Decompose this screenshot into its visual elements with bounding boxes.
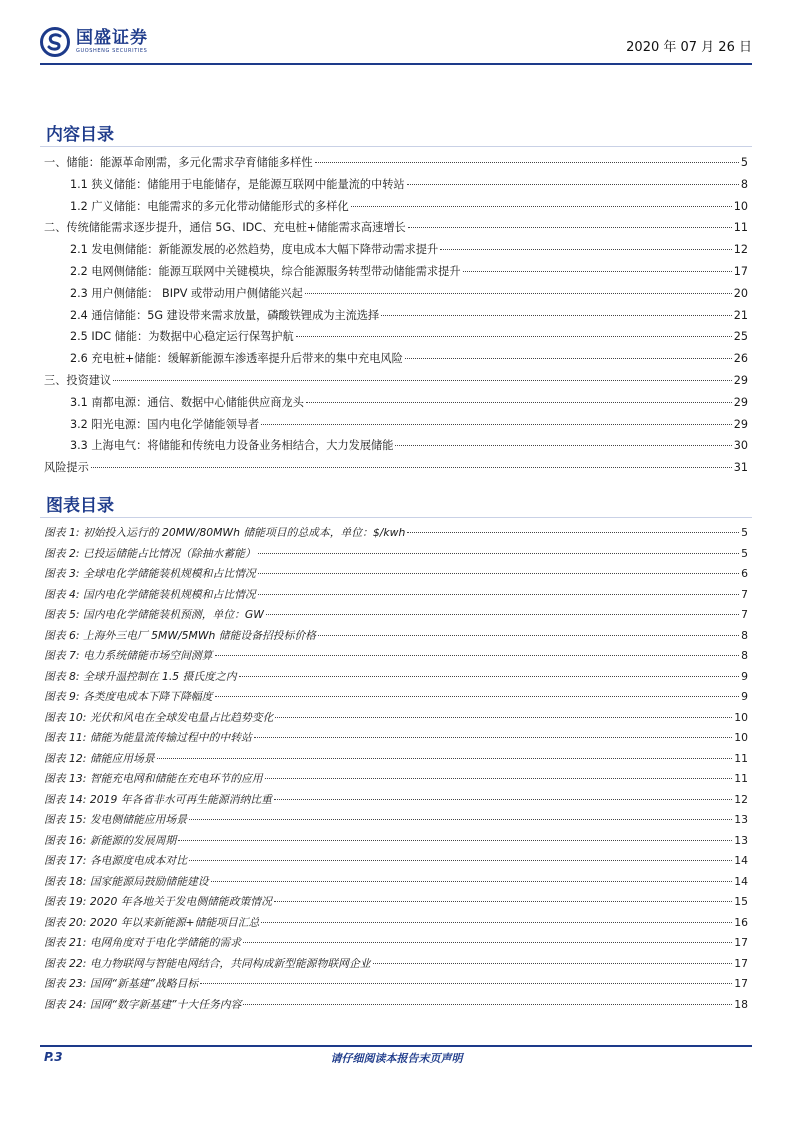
toc-entry[interactable] xyxy=(44,372,748,394)
leader-dots xyxy=(405,358,732,359)
toc-entry[interactable] xyxy=(44,263,748,285)
report-date: 2020 年 07 月 26 日 xyxy=(626,40,752,55)
figures-title-divider xyxy=(40,517,752,518)
entry-title: 一、储能：能源革命刚需，多元化需求孕育储能多样性 xyxy=(44,156,313,169)
entry-page-number: 17 xyxy=(733,264,748,278)
entry-title: 2.6 充电桩+储能：缓解新能源车渗透率提升后带来的集中充电风险 xyxy=(70,352,403,366)
leader-dots xyxy=(254,737,732,738)
figure-entry[interactable] xyxy=(44,874,748,895)
entry-title: 图表 14: 2019 年各省非水可再生能源消纳比重 xyxy=(44,792,272,806)
leader-dots xyxy=(215,655,740,656)
entry-title: 图表 10: 光伏和风电在全球发电量占比趋势变化 xyxy=(44,710,274,724)
figure-entry[interactable] xyxy=(44,894,748,915)
leader-dots xyxy=(265,778,733,779)
entry-page-number: 8 xyxy=(740,177,748,191)
figure-entry[interactable] xyxy=(44,956,748,977)
entry-title: 二、传统储能需求逐步提升，通信 5G、IDC、充电桩+储能需求高速增长 xyxy=(44,221,406,235)
figure-entry[interactable] xyxy=(44,833,748,854)
entry-page-number: 16 xyxy=(734,915,748,929)
figure-entry[interactable] xyxy=(44,648,748,669)
leader-dots xyxy=(274,901,732,902)
leader-dots xyxy=(305,293,732,294)
entry-title: 2.3 用户侧储能： BIPV 或带动用户侧储能兴起 xyxy=(70,286,303,300)
entry-title: 2.1 发电侧储能：新能源发展的必然趋势，度电成本大幅下降带动需求提升 xyxy=(70,243,439,257)
entry-title: 图表 8: 全球升温控制在 1.5 摄氏度之内 xyxy=(44,669,237,683)
leader-dots xyxy=(200,983,732,984)
entry-page-number: 9 xyxy=(741,669,748,683)
toc-entry[interactable] xyxy=(44,328,748,350)
entry-page-number: 13 xyxy=(734,833,748,847)
entry-page-number: 15 xyxy=(734,895,748,908)
entry-page-number: 6 xyxy=(741,567,748,580)
entry-title: 1.1 狭义储能：储能用于电能储存，是能源互联网中能量流的中转站 xyxy=(70,177,405,191)
leader-dots xyxy=(440,249,732,250)
entry-title: 图表 21: 电网角度对于电化学储能的需求 xyxy=(44,936,241,949)
entry-title: 图表 12: 储能应用场景 xyxy=(44,751,155,765)
entry-title: 图表 1: 初始投入运行的 20MW/80MWh 储能项目的总成本，单位：$/kwh xyxy=(44,526,406,539)
leader-dots xyxy=(315,162,739,163)
leader-dots xyxy=(258,553,739,554)
leader-dots xyxy=(215,696,740,697)
entry-page-number: 7 xyxy=(741,608,748,621)
entry-title: 图表 22: 电力物联网与智能电网结合，共同构成新型能源物联网企业 xyxy=(44,956,371,970)
leader-dots xyxy=(296,336,732,337)
entry-page-number: 10 xyxy=(733,199,748,213)
entry-page-number: 14 xyxy=(734,854,748,867)
leader-dots xyxy=(395,445,731,446)
toc-entry[interactable] xyxy=(44,176,748,198)
leader-dots xyxy=(258,594,739,595)
entry-page-number: 13 xyxy=(734,813,748,826)
entry-title: 2.2 电网侧储能：能源互联网中关键模块，综合能源服务转型带动储能需求提升 xyxy=(70,264,461,278)
disclaimer-note: 请仔细阅读本报告末页声明 xyxy=(330,1052,463,1065)
figures-list xyxy=(44,525,748,1017)
figure-entry[interactable] xyxy=(44,689,748,710)
entry-page-number: 11 xyxy=(734,751,748,765)
entry-page-number: 7 xyxy=(741,587,748,601)
entry-page-number: 29 xyxy=(733,395,748,409)
toc-entry[interactable] xyxy=(44,459,748,481)
company-logo xyxy=(40,22,148,62)
contents-title-divider xyxy=(40,146,752,147)
entry-title: 3.2 阳光电源：国内电化学储能领导者 xyxy=(70,417,260,431)
leader-dots xyxy=(274,799,732,800)
entry-title: 图表 13: 智能充电网和储能在充电环节的应用 xyxy=(44,772,263,785)
leader-dots xyxy=(407,184,739,185)
entry-page-number: 18 xyxy=(734,997,748,1011)
leader-dots xyxy=(189,819,732,820)
page-header xyxy=(40,22,752,62)
leader-dots xyxy=(408,227,732,228)
toc-entry[interactable] xyxy=(44,394,748,416)
entry-title: 图表 2: 已投运储能占比情况（除抽水蓄能） xyxy=(44,546,256,560)
leader-dots xyxy=(407,532,739,533)
entry-page-number: 21 xyxy=(733,308,748,322)
leader-dots xyxy=(381,315,732,316)
figure-entry[interactable] xyxy=(44,915,748,936)
entry-page-number: 10 xyxy=(734,731,748,744)
figure-entry[interactable] xyxy=(44,751,748,772)
toc-entry[interactable] xyxy=(44,416,748,438)
entry-page-number: 25 xyxy=(733,330,748,344)
entry-title: 图表 24: 国网“数字新基建”十大任务内容 xyxy=(44,997,242,1011)
page-number: P.3 xyxy=(44,1050,63,1064)
entry-title: 图表 23: 国网“新基建”战略目标 xyxy=(44,977,199,990)
entry-title: 图表 5: 国内电化学储能装机预测，单位：GW xyxy=(44,608,264,621)
entry-page-number: 8 xyxy=(741,628,748,642)
entry-title: 3.1 南都电源：通信、数据中心储能供应商龙头 xyxy=(70,395,304,409)
company-name-cn: 国盛证券 xyxy=(76,28,148,48)
entry-title: 三、投资建议 xyxy=(44,373,112,387)
guosheng-logo-icon xyxy=(40,27,70,57)
toc-entry[interactable] xyxy=(44,154,748,176)
entry-page-number: 17 xyxy=(734,977,748,990)
leader-dots xyxy=(189,860,732,861)
entry-title: 图表 15: 发电侧储能应用场景 xyxy=(44,813,188,826)
header-divider xyxy=(40,63,752,65)
entry-title: 1.2 广义储能：电能需求的多元化带动储能形式的多样化 xyxy=(70,199,349,213)
leader-dots xyxy=(113,380,732,381)
figure-entry[interactable] xyxy=(44,853,748,874)
leader-dots xyxy=(243,1004,732,1005)
figure-entry[interactable] xyxy=(44,710,748,731)
leader-dots xyxy=(91,467,732,468)
entry-page-number: 17 xyxy=(734,956,748,970)
entry-page-number: 8 xyxy=(741,649,748,662)
entry-title: 图表 3: 全球电化学储能装机规模和占比情况 xyxy=(44,567,256,580)
figure-entry[interactable] xyxy=(44,566,748,587)
entry-title: 图表 17: 各电源度电成本对比 xyxy=(44,854,188,867)
entry-title: 图表 20: 2020 年以来新能源+储能项目汇总 xyxy=(44,915,260,929)
toc-entry[interactable] xyxy=(44,285,748,307)
entry-page-number: 20 xyxy=(733,286,748,300)
entry-page-number: 26 xyxy=(733,352,748,366)
entry-page-number: 17 xyxy=(734,936,748,949)
entry-page-number: 12 xyxy=(733,243,748,257)
figures-title: 图表目录 xyxy=(46,496,114,516)
figure-entry[interactable] xyxy=(44,607,748,628)
leader-dots xyxy=(351,206,732,207)
contents-list xyxy=(44,154,748,481)
figure-entry[interactable] xyxy=(44,730,748,751)
toc-entry[interactable] xyxy=(44,350,748,372)
entry-page-number: 12 xyxy=(734,792,748,806)
figure-entry[interactable] xyxy=(44,976,748,997)
entry-title: 图表 9: 各类度电成本下降下降幅度 xyxy=(44,690,213,703)
toc-entry[interactable] xyxy=(44,198,748,220)
figure-entry[interactable] xyxy=(44,546,748,567)
contents-title: 内容目录 xyxy=(46,125,114,145)
entry-page-number: 5 xyxy=(740,156,748,169)
entry-title: 图表 7: 电力系统储能市场空间测算 xyxy=(44,649,213,662)
figure-entry[interactable] xyxy=(44,587,748,608)
figure-entry[interactable] xyxy=(44,935,748,956)
company-name-en: GUOSHENG SECURITIES xyxy=(76,48,148,54)
figure-entry[interactable] xyxy=(44,771,748,792)
entry-page-number: 29 xyxy=(733,373,748,387)
entry-title: 2.4 通信储能：5G 建设带来需求放量，磷酸铁锂成为主流选择 xyxy=(70,308,380,322)
figure-entry[interactable] xyxy=(44,997,748,1018)
entry-title: 图表 18: 国家能源局鼓励储能建设 xyxy=(44,874,209,888)
footer-divider xyxy=(40,1045,752,1047)
leader-dots xyxy=(373,963,733,964)
leader-dots xyxy=(261,424,732,425)
toc-entry[interactable] xyxy=(44,219,748,241)
entry-page-number: 9 xyxy=(741,690,748,703)
entry-page-number: 14 xyxy=(734,874,748,888)
entry-title: 2.5 IDC 储能：为数据中心稳定运行保驾护航 xyxy=(70,330,294,344)
leader-dots xyxy=(258,573,739,574)
entry-page-number: 30 xyxy=(733,439,748,453)
entry-page-number: 5 xyxy=(741,546,748,560)
leader-dots xyxy=(318,635,739,636)
entry-page-number: 10 xyxy=(734,710,748,724)
leader-dots xyxy=(178,840,732,841)
entry-title: 3.3 上海电气：将储能和传统电力设备业务相结合，大力发展储能 xyxy=(70,439,394,453)
entry-title: 图表 19: 2020 年各地关于发电侧储能政策情况 xyxy=(44,895,272,908)
entry-page-number: 31 xyxy=(733,461,748,475)
entry-title: 风险提示 xyxy=(44,461,89,475)
entry-title: 图表 6: 上海外三电厂 5MW/5MWh 储能设备招投标价格 xyxy=(44,628,316,642)
figure-entry[interactable] xyxy=(44,525,748,546)
leader-dots xyxy=(157,758,733,759)
leader-dots xyxy=(463,271,732,272)
leader-dots xyxy=(239,676,740,677)
entry-page-number: 29 xyxy=(733,417,748,431)
entry-title: 图表 16: 新能源的发展周期 xyxy=(44,833,177,847)
entry-page-number: 11 xyxy=(734,772,748,785)
toc-entry[interactable] xyxy=(44,307,748,329)
figure-entry[interactable] xyxy=(44,812,748,833)
figure-entry[interactable] xyxy=(44,792,748,813)
leader-dots xyxy=(306,402,732,403)
leader-dots xyxy=(275,717,732,718)
entry-title: 图表 11: 储能为能量流传输过程中的中转站 xyxy=(44,731,252,744)
leader-dots xyxy=(211,881,733,882)
figure-entry[interactable] xyxy=(44,628,748,649)
leader-dots xyxy=(266,614,739,615)
figure-entry[interactable] xyxy=(44,669,748,690)
toc-entry[interactable] xyxy=(44,437,748,459)
entry-title: 图表 4: 国内电化学储能装机规模和占比情况 xyxy=(44,587,256,601)
toc-entry[interactable] xyxy=(44,241,748,263)
leader-dots xyxy=(243,942,732,943)
leader-dots xyxy=(261,922,732,923)
entry-page-number: 5 xyxy=(741,526,748,539)
entry-page-number: 11 xyxy=(733,221,748,235)
